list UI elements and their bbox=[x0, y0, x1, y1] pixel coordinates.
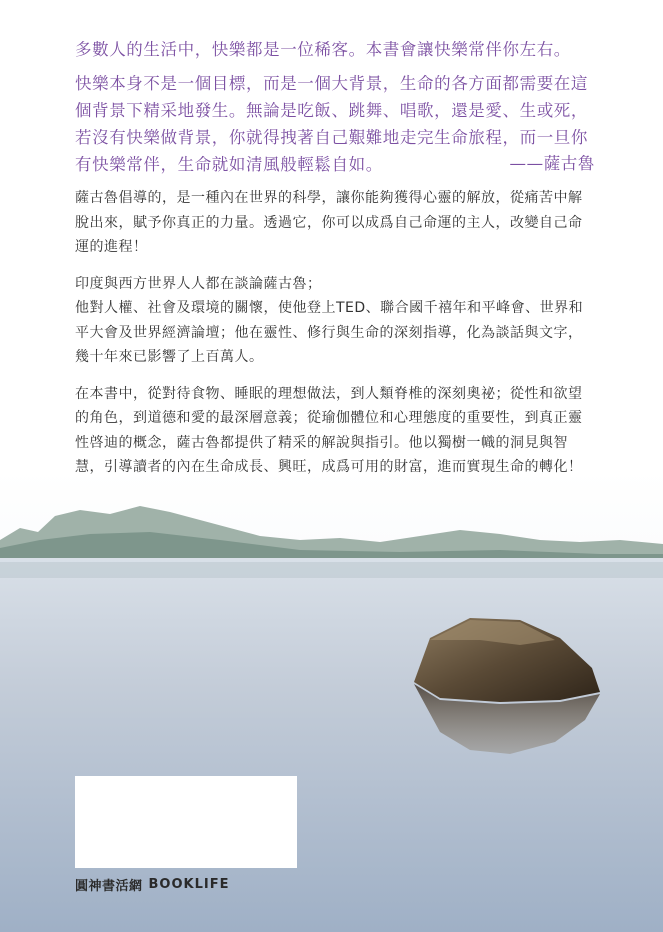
quote-block bbox=[75, 36, 595, 183]
description-paragraph: 在本書中，從對待食物、睡眠的理想做法，到人類脊椎的深刻奧祕；從性和欲望的角色，到道德和愛的最深層意義；從瑜伽體位和心理態度的重要性，到真正靈性啓迪的概念，薩古魯都提供了精采的解說與指引。他以獨樹一幟的洞見與智慧，引導讀者的內在生命成長、興旺，成爲可用的財富，進而實現生命的轉化！ bbox=[75, 385, 583, 475]
quote-lead: 多數人的生活中，快樂都是一位稀客。本書會讓快樂常伴你左右。 bbox=[75, 40, 571, 59]
description-paragraph: 薩古魯倡導的，是一種內在世界的科學，讓你能夠獲得心靈的解放，從痛苦中解脫出來，賦予你真正的力量。透過它，你可以成爲自己命運的主人，改變自己命運的進程！ bbox=[75, 190, 583, 255]
book-description bbox=[75, 186, 595, 480]
barcode-placeholder bbox=[75, 776, 297, 868]
publisher-name-en: BOOKLIFE bbox=[148, 876, 230, 892]
publisher-logo bbox=[75, 875, 229, 893]
quote-author: ——薩古魯 bbox=[509, 154, 595, 173]
publisher-name-zh: 圓神書活網 bbox=[75, 878, 143, 894]
quote-body: 快樂本身不是一個目標，而是一個大背景，生命的各方面都需要在這個背景下精采地發生。無論是吃飯、跳舞、唱歌，還是愛、生或死，若沒有快樂做背景，你就得拽著自己艱難地走完生命旅程，而一旦你有快樂常伴，生命就如清風般輕鬆自如。 bbox=[75, 74, 588, 174]
description-paragraph: 他對人權、社會及環境的關懷，使他登上TED、聯合國千禧年和平峰會、世界和平大會及世界經濟論壇；他在靈性、修行與生命的深刻指導，化為談話與文字，幾十年來已影響了上百萬人。 bbox=[75, 300, 584, 365]
description-paragraph: 印度與西方世界人人都在談論薩古魯； bbox=[75, 275, 322, 292]
